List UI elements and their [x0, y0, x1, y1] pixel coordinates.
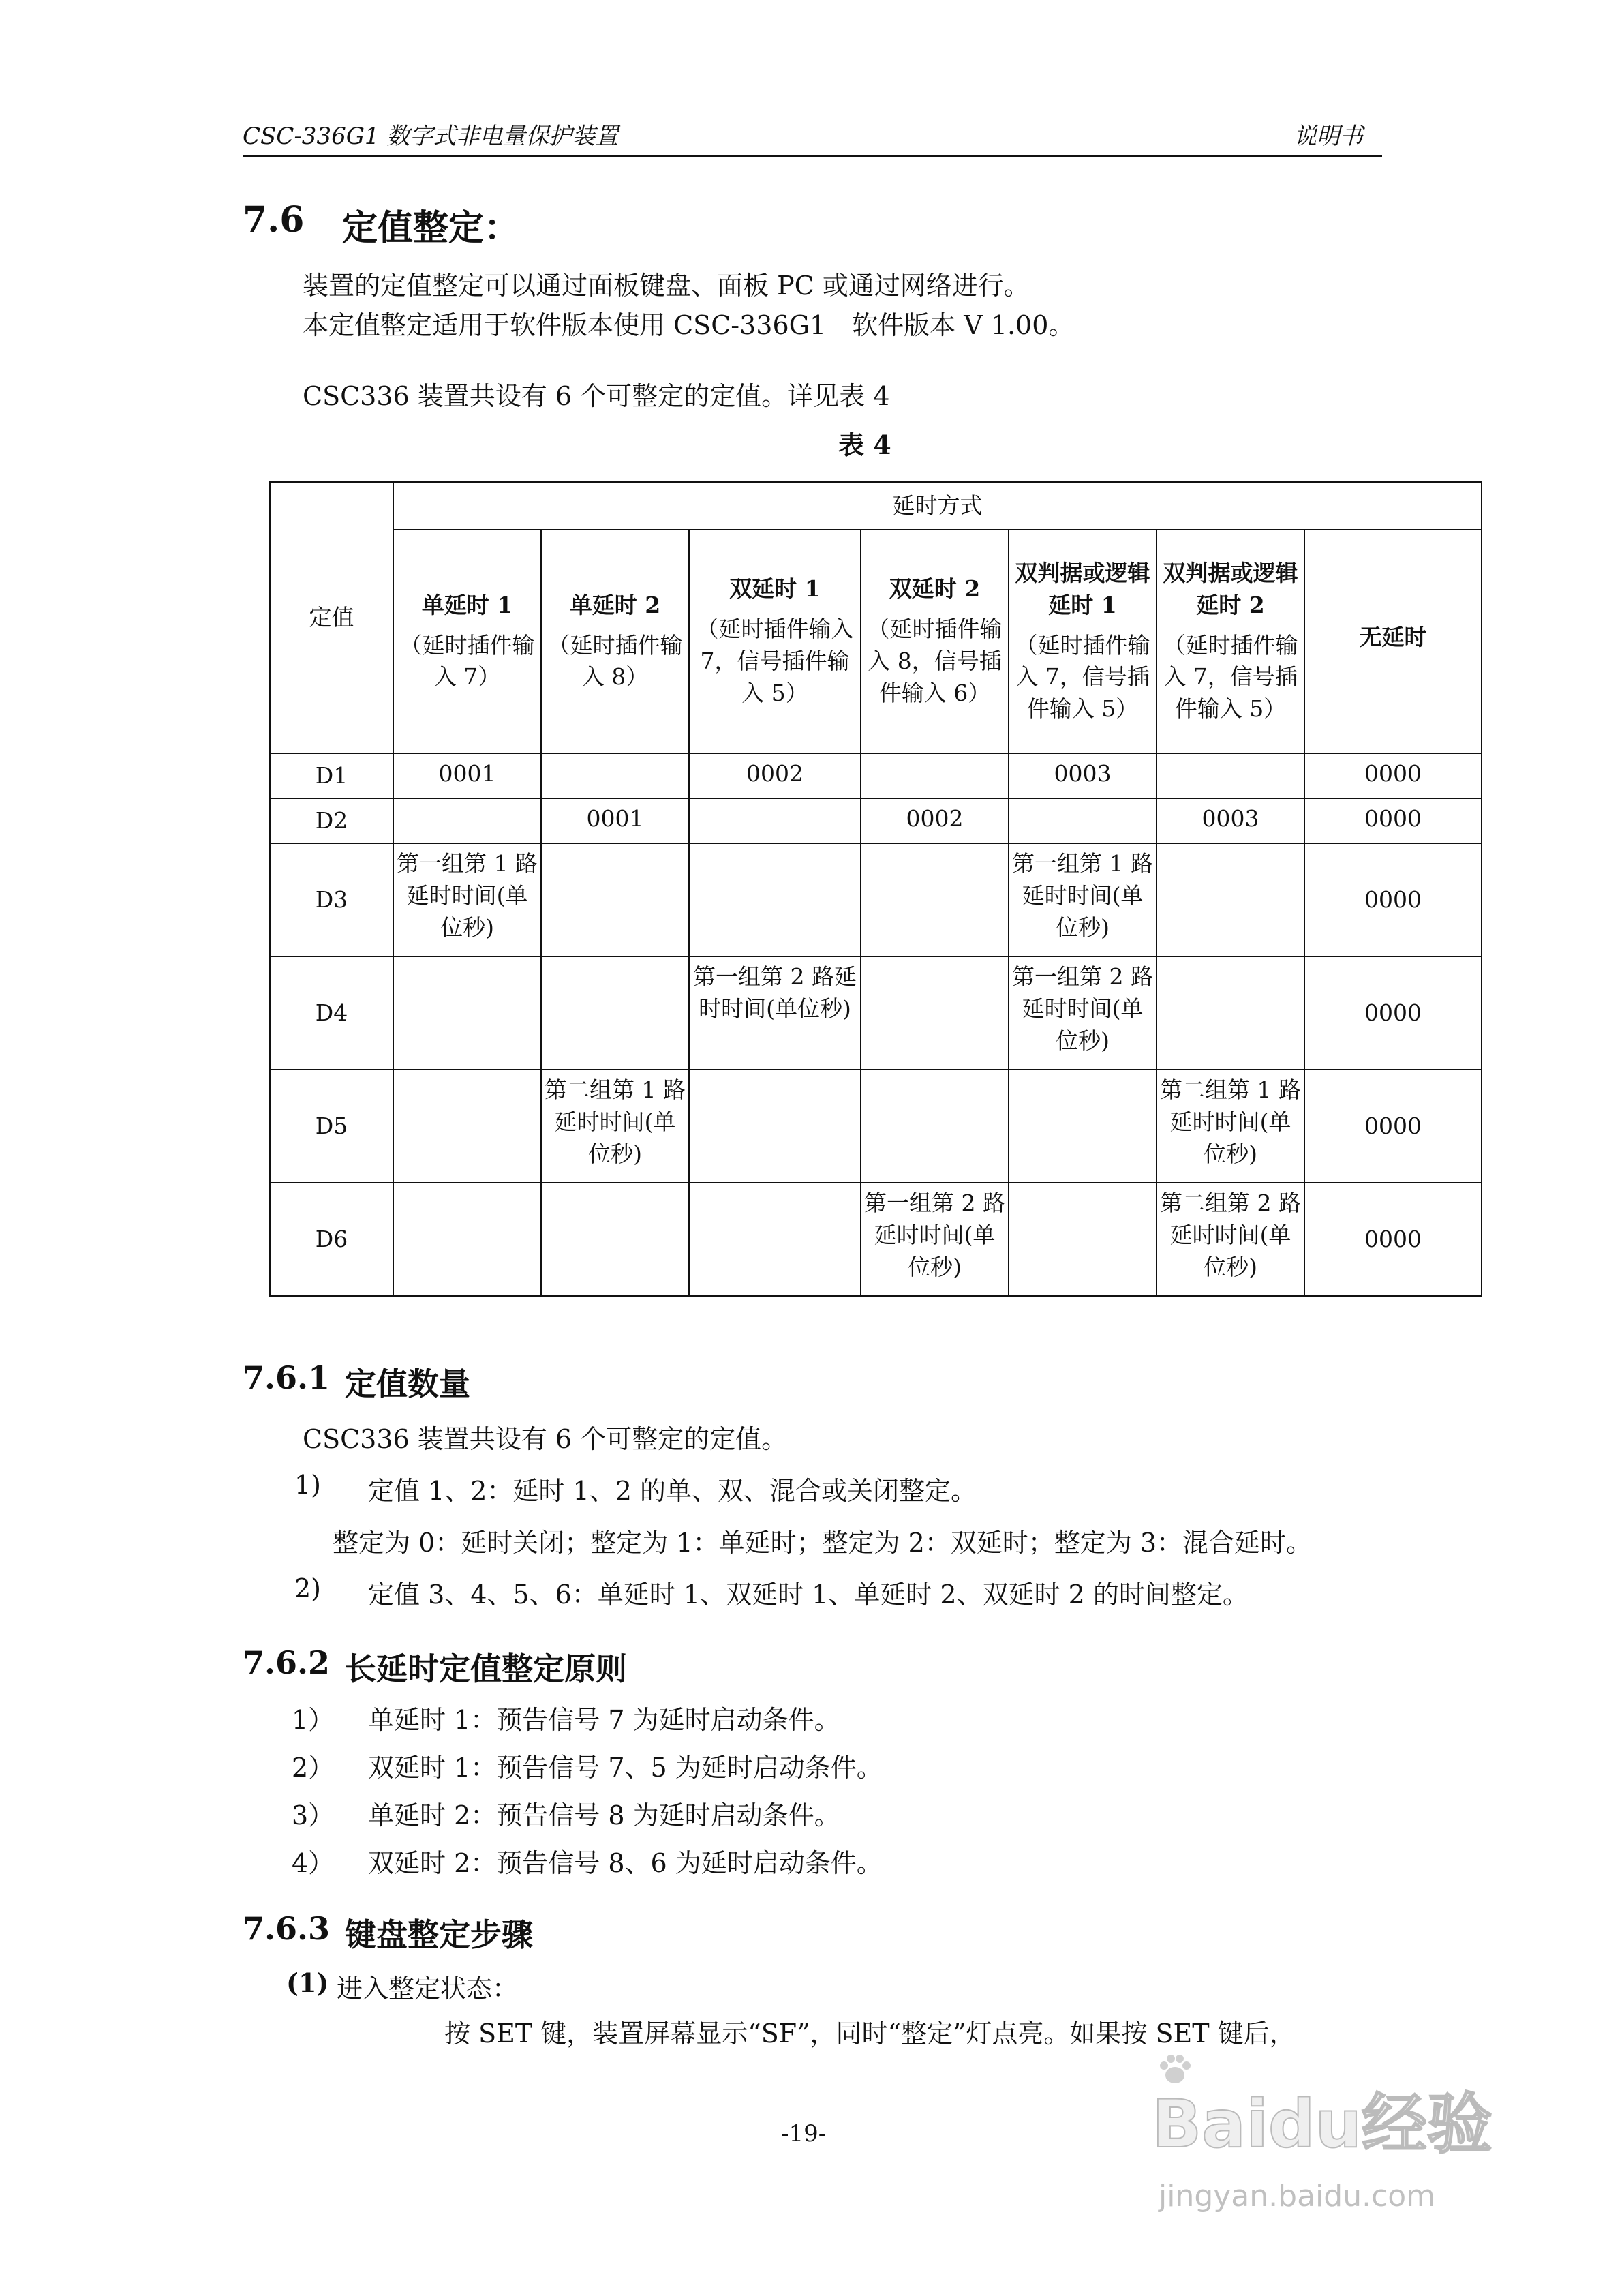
list-item-number: 1） [292, 1705, 335, 1735]
table-cell [689, 1070, 861, 1183]
row-label: D4 [270, 956, 393, 1070]
list-item-text: 定值 1、2：延时 1、2 的单、双、混合或关闭整定。 [368, 1476, 977, 1506]
section-number: 7.6 [243, 199, 305, 241]
table-cell [541, 1183, 689, 1296]
table-cell [541, 956, 689, 1070]
table-cell [393, 1183, 541, 1296]
subsection-number: 7.6.1 [243, 1359, 331, 1396]
table-cell: 0000 [1304, 1183, 1482, 1296]
section-title: 定值整定： [342, 207, 520, 249]
row-label: D6 [270, 1183, 393, 1296]
table-column-header-row [270, 530, 1482, 753]
table-cell: 0001 [393, 753, 541, 798]
subsection-title: 定值数量 [345, 1365, 470, 1402]
table-row [270, 956, 1482, 1070]
table-cell: 第二组第 2 路延时时间(单位秒) [1157, 1183, 1304, 1296]
table-cell [541, 843, 689, 956]
table-cell: 第一组第 2 路延时时间(单位秒) [1009, 956, 1157, 1070]
table-cell [393, 956, 541, 1070]
header-doc-type: 说明书 [1294, 123, 1363, 150]
table-cell: 第一组第 1 路延时时间(单位秒) [393, 843, 541, 956]
col-title: 双延时 2 [889, 575, 981, 603]
col-title: 双延时 1 [729, 575, 821, 603]
table-cell [689, 798, 861, 843]
table-cell: 0000 [1304, 753, 1482, 798]
group-header-cell: 延时方式 [393, 482, 1482, 530]
table-cell: 第一组第 2 路延时时间(单位秒) [861, 1183, 1009, 1296]
table-cell [1157, 956, 1304, 1070]
list-item-number: 3） [292, 1800, 335, 1830]
col-header-cell [541, 530, 689, 753]
page-number: -19- [781, 2120, 827, 2147]
table-group-row [270, 482, 1482, 530]
table-cell [861, 956, 1009, 1070]
list-item-text: 双延时 2：预告信号 8、6 为延时启动条件。 [368, 1848, 883, 1878]
table-row [270, 1070, 1482, 1183]
table-cell [393, 798, 541, 843]
list-item-text: 单延时 1：预告信号 7 为延时启动条件。 [368, 1705, 840, 1735]
paragraph: CSC336 装置共设有 6 个可整定的定值。 [303, 1424, 788, 1454]
intro-line-3: CSC336 装置共设有 6 个可整定的定值。详见表 4 [303, 381, 890, 411]
table-cell [1157, 843, 1304, 956]
header-divider [243, 155, 1382, 157]
table-row [270, 1183, 1482, 1296]
list-item-text: 整定为 0：延时关闭；整定为 1：单延时；整定为 2：双延时；整定为 3：混合延时。 [333, 1528, 1313, 1558]
row-header-cell: 定值 [270, 482, 393, 753]
table-caption: 表 4 [838, 429, 891, 460]
table-cell: 0003 [1009, 753, 1157, 798]
table-row [270, 798, 1482, 843]
table-cell [1009, 1183, 1157, 1296]
row-label: D5 [270, 1070, 393, 1183]
row-label: D1 [270, 753, 393, 798]
list-item-number: 4） [292, 1848, 335, 1878]
table-cell: 0003 [1157, 798, 1304, 843]
table-cell [861, 753, 1009, 798]
table-cell [861, 1070, 1009, 1183]
col-header-cell [861, 530, 1009, 753]
subsection-number: 7.6.3 [243, 1910, 331, 1947]
table-cell: 0002 [689, 753, 861, 798]
table-cell: 0000 [1304, 1070, 1482, 1183]
table-cell [1009, 1070, 1157, 1183]
table-cell [861, 843, 1009, 956]
intro-line-2: 本定值整定适用于软件版本使用 CSC-336G1 软件版本 V 1.00。 [303, 310, 1075, 340]
table-row [270, 843, 1482, 956]
col-title: 单延时 2 [569, 591, 661, 618]
table-cell [1009, 798, 1157, 843]
col-header-cell [393, 530, 541, 753]
table-row [270, 753, 1482, 798]
settings-table [269, 481, 1482, 1297]
list-item-number: 1) [294, 1470, 322, 1500]
table-cell [541, 753, 689, 798]
subsection-title: 长延时定值整定原则 [345, 1650, 627, 1687]
col-title: 双判据或逻辑延时 2 [1163, 559, 1298, 618]
step-number: (1) [286, 1967, 329, 1998]
list-item-text: 单延时 2：预告信号 8 为延时启动条件。 [368, 1800, 840, 1830]
col-header-cell [1009, 530, 1157, 753]
list-item-number: 2) [294, 1573, 322, 1603]
subsection-title: 键盘整定步骤 [345, 1916, 533, 1953]
list-item-number: 2） [292, 1753, 335, 1783]
watermark-url: jingyan.baidu.com [1159, 2179, 1436, 2214]
table-cell: 第一组第 1 路延时时间(单位秒) [1009, 843, 1157, 956]
subsection-number: 7.6.2 [243, 1644, 331, 1681]
table-cell: 0001 [541, 798, 689, 843]
intro-line-1: 装置的定值整定可以通过面板键盘、面板 PC 或通过网络进行。 [303, 271, 1030, 301]
table-cell [1157, 753, 1304, 798]
table-cell: 0002 [861, 798, 1009, 843]
row-label: D2 [270, 798, 393, 843]
col-detail: （延时插件输入 7） [399, 631, 535, 691]
col-title: 无延时 [1359, 623, 1427, 650]
list-item-text: 双延时 1：预告信号 7、5 为延时启动条件。 [368, 1753, 883, 1783]
list-item-text: 定值 3、4、5、6：单延时 1、双延时 1、单延时 2、双延时 2 的时间整定。 [368, 1580, 1249, 1610]
table-cell [689, 843, 861, 956]
step-text: 按 SET 键，装置屏幕显示“SF”，同时“整定”灯点亮。如果按 SET 键后， [444, 2019, 1296, 2049]
table-cell: 0000 [1304, 798, 1482, 843]
table-cell [393, 1070, 541, 1183]
table-cell: 第二组第 1 路延时时间(单位秒) [1157, 1070, 1304, 1183]
step-title: 进入整定状态： [337, 1974, 519, 2004]
col-detail: （延时插件输入 7，信号插件输入 5） [696, 616, 854, 706]
table-cell: 第一组第 2 路延时时间(单位秒) [689, 956, 861, 1070]
watermark-brand: Baidu经验 [1152, 2086, 1493, 2162]
col-header-cell [1157, 530, 1304, 753]
table-cell: 0000 [1304, 956, 1482, 1070]
header-title: CSC-336G1 数字式非电量保护装置 [243, 123, 619, 150]
col-header-cell [689, 530, 861, 753]
col-title: 双判据或逻辑延时 1 [1015, 559, 1150, 618]
col-detail: （延时插件输入 8，信号插件输入 6） [867, 616, 1003, 706]
col-detail: （延时插件输入 8） [547, 631, 683, 691]
col-detail: （延时插件输入 7，信号插件输入 5） [1163, 631, 1298, 723]
table-cell [689, 1183, 861, 1296]
col-detail: （延时插件输入 7，信号插件输入 5） [1015, 631, 1150, 723]
col-title: 单延时 1 [421, 591, 513, 618]
col-header-cell [1304, 530, 1482, 753]
table-cell: 第二组第 1 路延时时间(单位秒) [541, 1070, 689, 1183]
table-cell: 0000 [1304, 843, 1482, 956]
row-label: D3 [270, 843, 393, 956]
